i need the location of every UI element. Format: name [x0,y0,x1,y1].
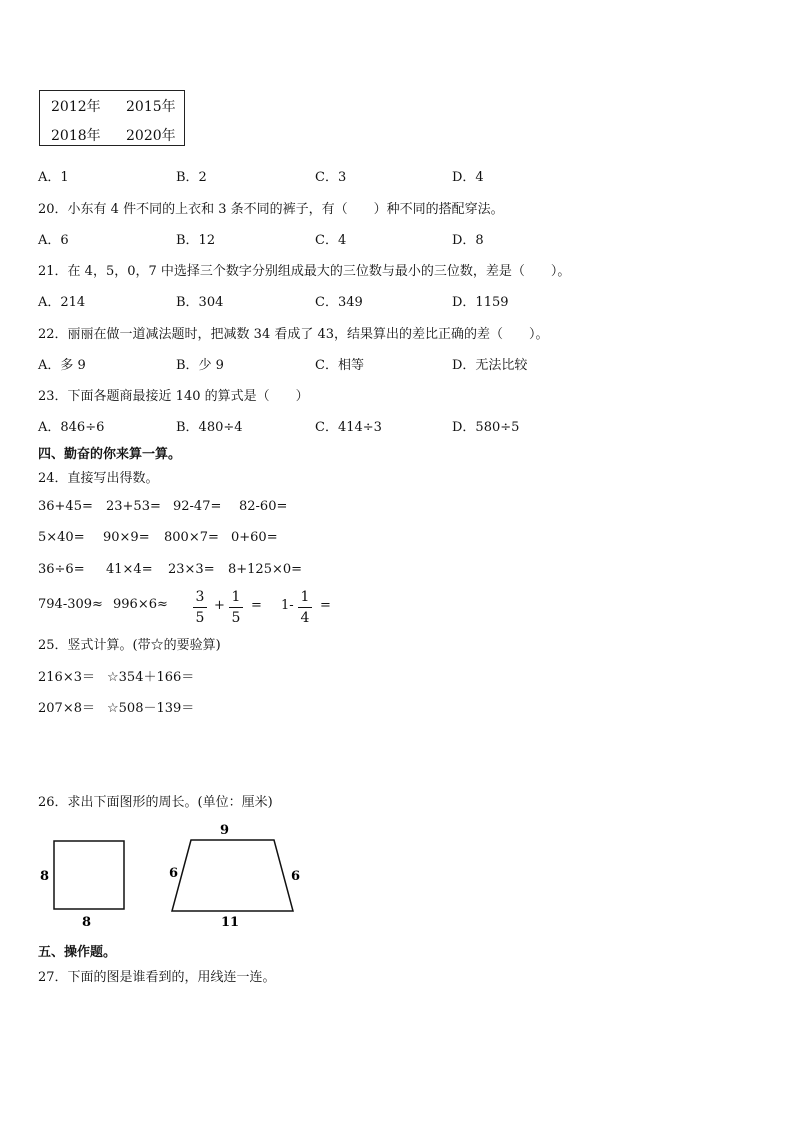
fraction-denominator: 5 [195,610,205,626]
q19-option-c: C．3 [315,170,347,185]
year-2018: 2018年 [51,128,101,144]
square-left-label: 8 [40,869,50,884]
trapezoid-top-label: 9 [220,823,230,838]
q20-option-b: B．12 [176,233,216,248]
trapezoid-shape [172,840,293,911]
equals-sign: = [320,598,331,613]
calc-item: 82-60= [239,499,288,514]
square-bottom-label: 8 [82,915,92,930]
fraction-bar [193,607,207,608]
calc-item: 794-309≈ [38,597,103,612]
q23-option-c: C．414÷3 [315,420,382,435]
fraction-denominator: 4 [300,610,310,626]
q23-option-b: B．480÷4 [176,420,243,435]
calc-item: 41×4= [106,562,153,577]
q21-text: 21．在 4，5，0，7 中选择三个数字分别组成最大的三位数与最小的三位数，差是（ ）。 [38,264,571,279]
trapezoid-right-label: 6 [291,869,301,884]
minus-one: 1- [281,598,294,613]
q22-option-b: B．少 9 [176,358,224,373]
q21-option-a: A．214 [38,295,86,310]
q21-option-b: B．304 [176,295,224,310]
trapezoid-left-label: 6 [169,866,179,881]
trapezoid-bottom-label: 11 [221,915,240,930]
calc-item: 90×9= [103,530,150,545]
q26-text: 26．求出下面图形的周长。(单位：厘米) [38,795,273,810]
q19-option-b: B．2 [176,170,207,185]
q24-text: 24．直接写出得数。 [38,471,159,486]
fraction-bar [298,607,312,608]
q21-option-d: D．1159 [452,295,509,310]
q22-option-a: A．多 9 [38,358,86,373]
calc-item: 36+45= [38,499,93,514]
q20-option-d: D．8 [452,233,484,248]
q23-option-d: D．580÷5 [452,420,520,435]
fraction-numerator: 3 [195,589,205,605]
calc-item: 23+53= [106,499,161,514]
fraction-1-4 [298,588,312,627]
calc-item: 996×6≈ [113,597,168,612]
square-shape [54,841,124,909]
vertical-calc-item: ☆354＋166＝ [107,670,195,685]
q22-text: 22．丽丽在做一道减法题时，把减数 34 看成了 43，结果算出的差比正确的差（ ）。 [38,327,549,342]
q22-option-d: D．无法比较 [452,358,528,373]
fraction-numerator: 1 [300,589,310,605]
vertical-calc-item: 216×3＝ [38,670,95,685]
year-box [39,90,185,146]
year-2012: 2012年 [51,99,101,115]
q19-option-a: A．1 [38,170,69,185]
q20-option-a: A．6 [38,233,69,248]
fraction-1-5 [229,588,243,627]
calc-item: 23×3= [168,562,215,577]
q27-text: 27．下面的图是谁看到的，用线连一连。 [38,970,276,985]
calc-item: 36÷6= [38,562,85,577]
vertical-calc-item: 207×8＝ [38,701,95,716]
q23-text: 23．下面各题商最接近 140 的算式是（ ） [38,389,309,404]
section-5-heading: 五、操作题。 [38,945,117,960]
section-4-heading: 四、勤奋的你来算一算。 [38,447,182,462]
vertical-calc-item: ☆508－139＝ [107,701,195,716]
q22-option-c: C．相等 [315,358,364,373]
q23-option-a: A．846÷6 [38,420,105,435]
calc-item: 800×7= [164,530,219,545]
calc-item: 0+60= [231,530,278,545]
calc-item: 8+125×0= [228,562,303,577]
q25-text: 25．竖式计算。(带☆的要验算) [38,638,221,653]
q19-option-d: D．4 [452,170,484,185]
year-2020: 2020年 [126,128,176,144]
year-2015: 2015年 [126,99,176,115]
calc-item: 92-47= [173,499,222,514]
fraction-denominator: 5 [231,610,241,626]
equals-sign: = [251,598,262,613]
fraction-3-5 [193,588,207,627]
fraction-bar [229,607,243,608]
fraction-numerator: 1 [231,589,241,605]
calc-item: 5×40= [38,530,85,545]
q20-option-c: C．4 [315,233,347,248]
q21-option-c: C．349 [315,295,363,310]
plus-sign: + [214,598,225,613]
q20-text: 20．小东有 4 件不同的上衣和 3 条不同的裤子，有（ ）种不同的搭配穿法。 [38,202,504,217]
perimeter-figures [30,818,320,933]
